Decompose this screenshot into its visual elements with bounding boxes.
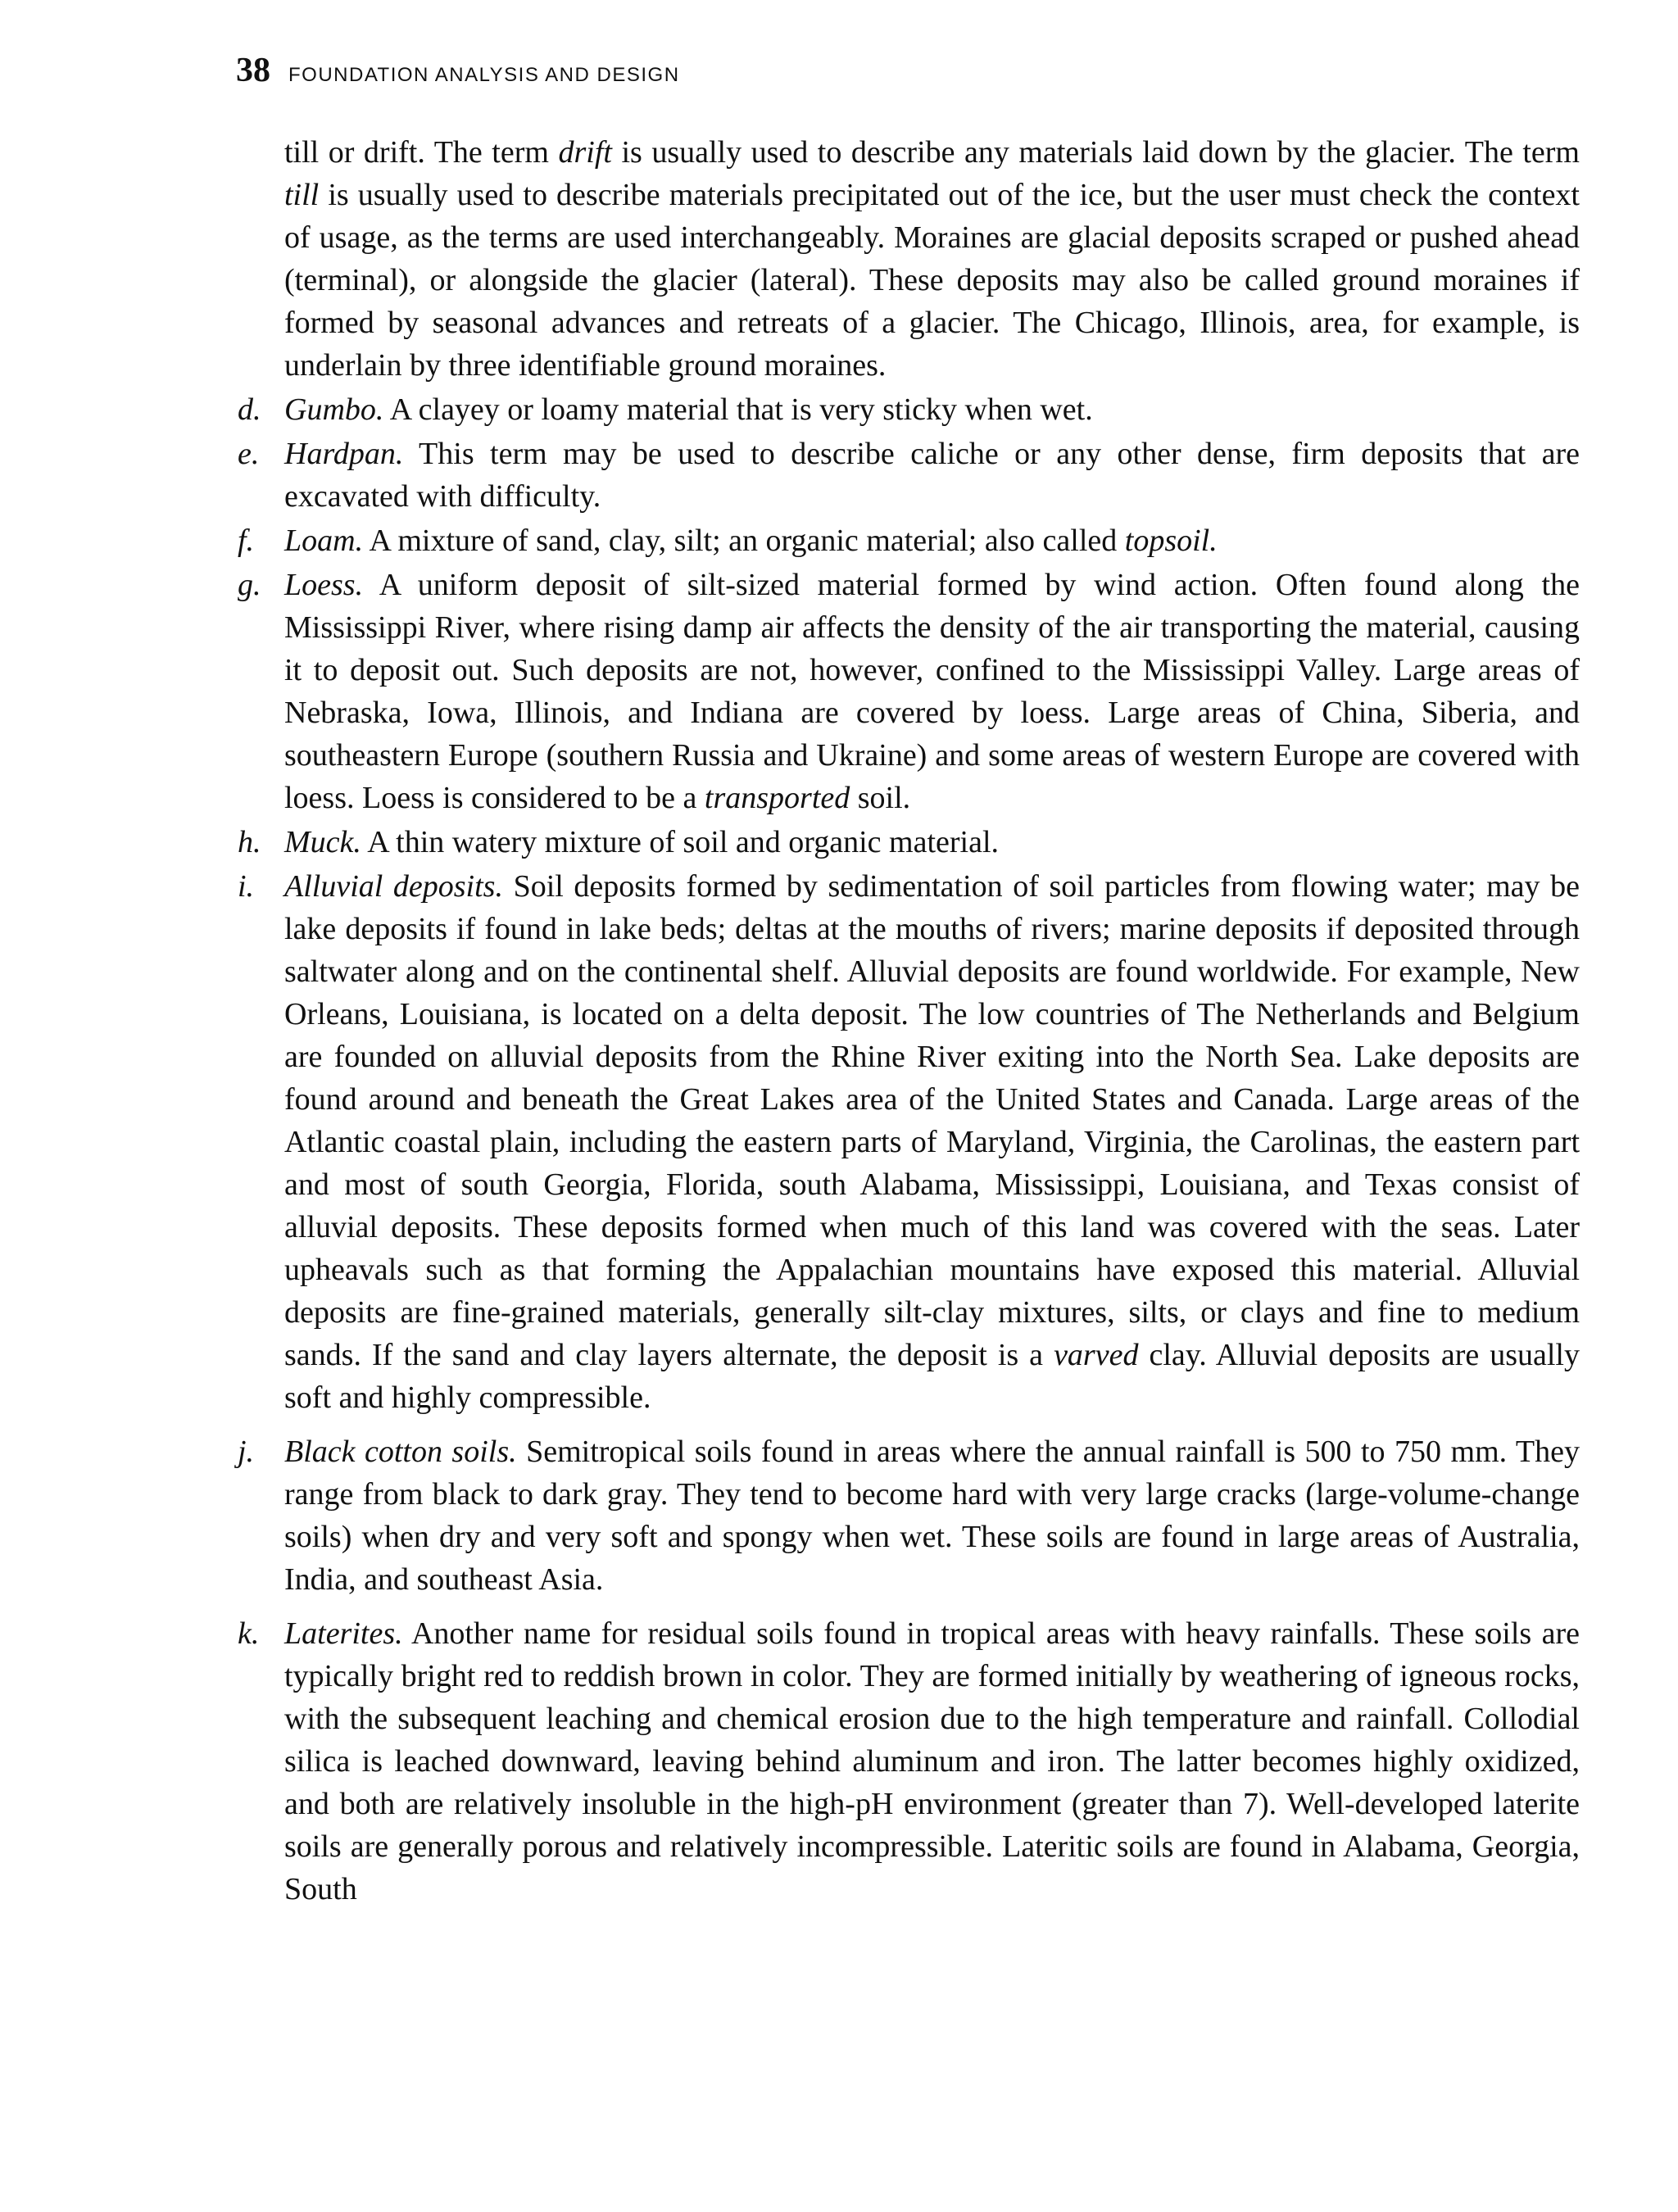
italic-text: Hardpan. bbox=[284, 437, 404, 471]
definition-entry bbox=[238, 388, 1580, 431]
text-run: is usually used to describe materials precipitated out of the ice, but the user must check the context of usage, as the terms are used interchangeably. Moraines are glacial deposits scraped or pushed ahead (terminal), or alongside the glacier (lateral). These deposits may also be called ground moraines if formed by seasonal advances and retreats of a glacier. The Chicago, Illinois, area, for example, is underlain by three identifiable ground moraines. bbox=[284, 178, 1580, 383]
definition-entry bbox=[238, 564, 1580, 819]
definition-entry bbox=[238, 865, 1580, 1419]
entry-letter: j. bbox=[238, 1435, 255, 1469]
text-run: A mixture of sand, clay, silt; an organic material; also called bbox=[363, 524, 1125, 558]
text-run: A uniform deposit of silt-sized material formed by wind action. Often found along the Mississippi River, where rising damp air affects the density of the air transporting the material, causing it to deposit out. Such deposits are not, however, confined to the Mississippi Valley. Large areas of Nebraska, Iowa, Illinois, and Indiana are covered by loess. Large areas of China, Siberia, and southeastern Europe (southern Russia and Ukraine) and some areas of western Europe are covered with loess. Loess is considered to be a bbox=[284, 568, 1580, 815]
italic-text: transported bbox=[704, 781, 850, 815]
italic-text: till bbox=[284, 178, 320, 212]
text-run: is usually used to describe any materials laid down by the glacier. The term bbox=[611, 135, 1580, 170]
entry-letter: g. bbox=[238, 568, 261, 602]
text-run: till or drift. The term bbox=[284, 135, 559, 170]
text-run: Semitropical soils found in areas where the annual rainfall is 500 to 750 mm. They range from black to dark gray. They tend to become hard with very large cracks (large-volume-change soils) when dry and very soft and spongy when wet. These soils are found in large areas of Australia, India, and southeast Asia. bbox=[284, 1435, 1580, 1597]
italic-text: topsoil. bbox=[1124, 524, 1218, 558]
italic-text: drift bbox=[558, 135, 612, 170]
text-run: soil. bbox=[850, 781, 911, 815]
italic-text: Gumbo. bbox=[284, 392, 384, 427]
italic-text: varved bbox=[1054, 1338, 1139, 1372]
entry-letter: h. bbox=[238, 825, 261, 859]
body-text bbox=[238, 131, 1580, 1911]
italic-text: Alluvial deposits. bbox=[284, 869, 503, 904]
italic-text: Loess. bbox=[284, 568, 364, 602]
page-number: 38 bbox=[236, 52, 270, 89]
entry-letter: f. bbox=[238, 524, 255, 558]
italic-text: Laterites. bbox=[284, 1616, 403, 1651]
definition-entry bbox=[238, 821, 1580, 863]
definition-entry bbox=[238, 1612, 1580, 1911]
page-header bbox=[236, 51, 680, 90]
entry-letter: d. bbox=[238, 392, 261, 427]
italic-text: Black cotton soils. bbox=[284, 1435, 517, 1469]
definition-entry bbox=[238, 433, 1580, 518]
running-head: FOUNDATION ANALYSIS AND DESIGN bbox=[288, 64, 680, 86]
text-run: Soil deposits formed by sedimentation of soil particles from flowing water; may be lake deposits if found in lake beds; deltas at the mouths of rivers; marine deposits if deposited through saltwater along and on the continental shelf. Alluvial deposits are found worldwide. For example, New Orleans, Louisiana, is located on a delta deposit. The low countries of The Netherlands and Belgium are founded on alluvial deposits from the Rhine River exiting into the North Sea. Lake deposits are found around and beneath the Great Lakes area of the United States and Canada. Large areas of the Atlantic coastal plain, including the eastern parts of Maryland, Virginia, the Carolinas, the eastern part and most of south Georgia, Florida, south Alabama, Mississippi, Louisiana, and Texas consist of alluvial deposits. These deposits formed when much of this land was covered with the seas. Later upheavals such as that forming the Appalachian mountains have exposed this material. Alluvial deposits are fine-grained materials, generally silt-clay mixtures, silts, or clays and fine to medium sands. If the sand and clay layers alternate, the deposit is a bbox=[284, 869, 1580, 1372]
text-run: A thin watery mixture of soil and organic material. bbox=[361, 825, 999, 859]
text-run: This term may be used to describe caliche or any other dense, firm deposits that are excavated with difficulty. bbox=[284, 437, 1580, 514]
entry-letter: k. bbox=[238, 1616, 260, 1651]
text-run: Another name for residual soils found in tropical areas with heavy rainfalls. These soils are typically bright red to reddish brown in color. They are formed initially by weathering of igneous rocks, with the subsequent leaching and chemical erosion due to the high temperature and rainfall. Collodial silica is leached downward, leaving behind aluminum and iron. The latter becomes highly oxidized, and both are relatively insoluble in the high-pH environment (greater than 7). Well-developed laterite soils are generally porous and relatively incompressible. Lateritic soils are found in Alabama, Georgia, South bbox=[284, 1616, 1580, 1906]
italic-text: Muck. bbox=[284, 825, 361, 859]
entry-letter: i. bbox=[238, 869, 255, 904]
definition-entry bbox=[238, 519, 1580, 562]
definition-list bbox=[238, 388, 1580, 1911]
text-run: clay. Alluvial deposits are usually soft and highly compressible. bbox=[284, 1338, 1580, 1415]
entry-letter: e. bbox=[238, 437, 260, 471]
italic-text: Loam. bbox=[284, 524, 364, 558]
definition-entry bbox=[238, 1430, 1580, 1601]
continuation-paragraph bbox=[238, 131, 1580, 387]
text-run: A clayey or loamy material that is very sticky when wet. bbox=[383, 392, 1093, 427]
